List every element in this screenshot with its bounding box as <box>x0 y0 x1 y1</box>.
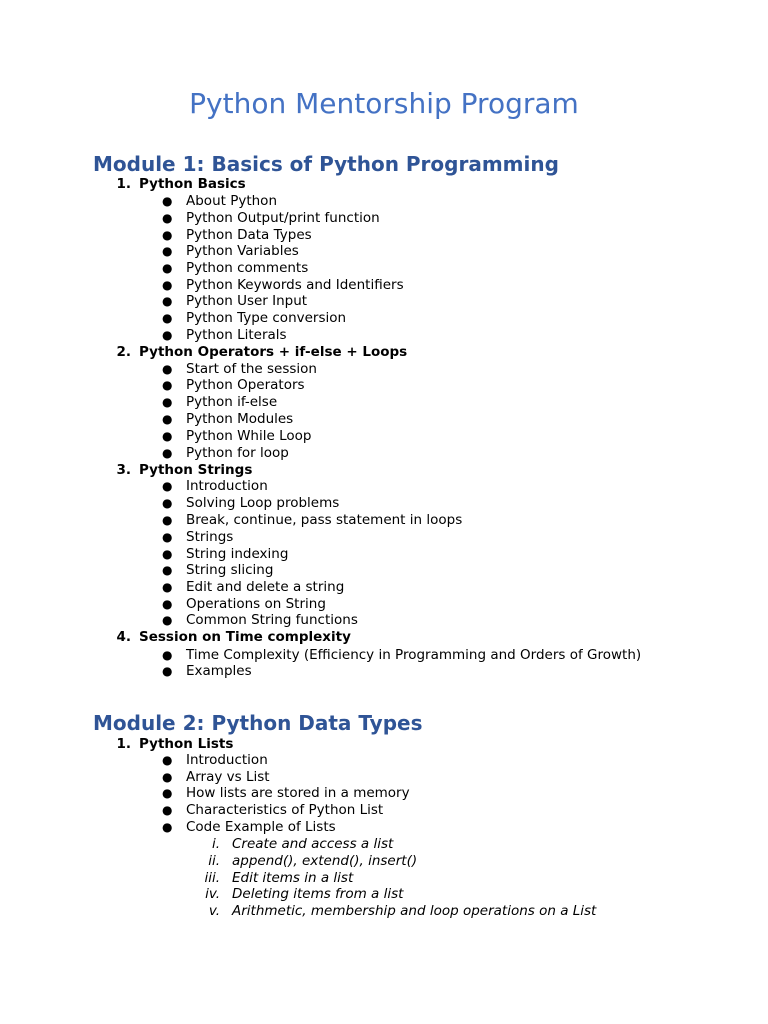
list-item-label: String slicing <box>186 562 274 578</box>
list-item-label: Examples <box>186 663 252 679</box>
list-item-label: Python Type conversion <box>186 310 347 326</box>
list-item-label: Code Example of Lists <box>186 819 336 835</box>
list-item-label: Python Operators <box>186 377 305 393</box>
list-item-label: Python Output/print function <box>186 210 380 226</box>
list-item-label: Python Literals <box>186 327 287 343</box>
roman-numeral: v. <box>208 903 220 919</box>
bullet-icon: ● <box>162 648 173 662</box>
bullet-icon: ● <box>162 362 173 376</box>
topic-label: Python Strings <box>139 462 253 478</box>
bullet-icon: ● <box>162 770 173 784</box>
list-item-label: Python if-else <box>186 394 278 410</box>
bullet-icon: ● <box>162 496 173 510</box>
roman-numeral: iii. <box>204 870 220 886</box>
bullet-icon: ● <box>162 753 173 767</box>
bullet-icon: ● <box>162 311 173 325</box>
topic-label: Python Operators + if-else + Loops <box>139 344 408 360</box>
list-item-label: Python While Loop <box>186 428 312 444</box>
list-item-label: Characteristics of Python List <box>186 802 384 818</box>
topic-label: Session on Time complexity <box>139 629 351 645</box>
list-item-label: Edit and delete a string <box>186 579 345 595</box>
roman-numeral: ii. <box>208 853 220 869</box>
bullet-icon: ● <box>162 395 173 409</box>
list-item-label: Time Complexity (Efficiency in Programming and Orders of Growth) <box>186 647 642 663</box>
topic-number: 1. <box>116 176 131 192</box>
module-1-heading: Module 1: Basics of Python Programming <box>93 152 559 176</box>
topic-label: Python Lists <box>139 736 234 752</box>
list-item-label: Introduction <box>186 478 268 494</box>
list-item-label: Introduction <box>186 752 268 768</box>
topic-number: 4. <box>116 629 131 645</box>
bullet-icon: ● <box>162 294 173 308</box>
sub-list-item-label: Deleting items from a list <box>232 886 404 902</box>
list-item-label: Operations on String <box>186 596 326 612</box>
list-item-label: Python Modules <box>186 411 294 427</box>
bullet-icon: ● <box>162 228 173 242</box>
bullet-icon: ● <box>162 244 173 258</box>
bullet-icon: ● <box>162 378 173 392</box>
bullet-icon: ● <box>162 613 173 627</box>
bullet-icon: ● <box>162 446 173 460</box>
bullet-icon: ● <box>162 803 173 817</box>
bullet-icon: ● <box>162 261 173 275</box>
list-item-label: Array vs List <box>186 769 270 785</box>
list-item-label: Solving Loop problems <box>186 495 340 511</box>
page-title: Python Mentorship Program <box>189 87 579 120</box>
topic-number: 1. <box>116 736 131 752</box>
roman-numeral: i. <box>211 836 220 852</box>
list-item-label: Common String functions <box>186 612 358 628</box>
list-item-label: Python User Input <box>186 293 308 309</box>
list-item-label: String indexing <box>186 546 289 562</box>
list-item-label: Python Keywords and Identifiers <box>186 277 404 293</box>
bullet-icon: ● <box>162 194 173 208</box>
bullet-icon: ● <box>162 580 173 594</box>
bullet-icon: ● <box>162 479 173 493</box>
roman-numeral: iv. <box>205 886 220 902</box>
list-item-label: Python for loop <box>186 445 289 461</box>
list-item-label: Python Variables <box>186 243 299 259</box>
list-item-label: Strings <box>186 529 234 545</box>
bullet-icon: ● <box>162 786 173 800</box>
bullet-icon: ● <box>162 530 173 544</box>
topic-label: Python Basics <box>139 176 246 192</box>
list-item-label: How lists are stored in a memory <box>186 785 410 801</box>
sub-list-item-label: Edit items in a list <box>232 870 354 886</box>
bullet-icon: ● <box>162 664 173 678</box>
topic-number: 2. <box>116 344 131 360</box>
list-item-label: Python comments <box>186 260 309 276</box>
list-item-label: Start of the session <box>186 361 317 377</box>
list-item-label: Python Data Types <box>186 227 312 243</box>
bullet-icon: ● <box>162 278 173 292</box>
sub-list-item-label: Create and access a list <box>232 836 394 852</box>
bullet-icon: ● <box>162 211 173 225</box>
bullet-icon: ● <box>162 412 173 426</box>
list-item-label: Break, continue, pass statement in loops <box>186 512 463 528</box>
bullet-icon: ● <box>162 429 173 443</box>
sub-list-item-label: Arithmetic, membership and loop operations on a List <box>232 903 597 919</box>
topic-number: 3. <box>116 462 131 478</box>
bullet-icon: ● <box>162 328 173 342</box>
bullet-icon: ● <box>162 820 173 834</box>
bullet-icon: ● <box>162 597 173 611</box>
bullet-icon: ● <box>162 513 173 527</box>
module-2-heading: Module 2: Python Data Types <box>93 711 423 735</box>
bullet-icon: ● <box>162 547 173 561</box>
list-item-label: About Python <box>186 193 277 209</box>
sub-list-item-label: append(), extend(), insert() <box>232 853 418 869</box>
bullet-icon: ● <box>162 563 173 577</box>
